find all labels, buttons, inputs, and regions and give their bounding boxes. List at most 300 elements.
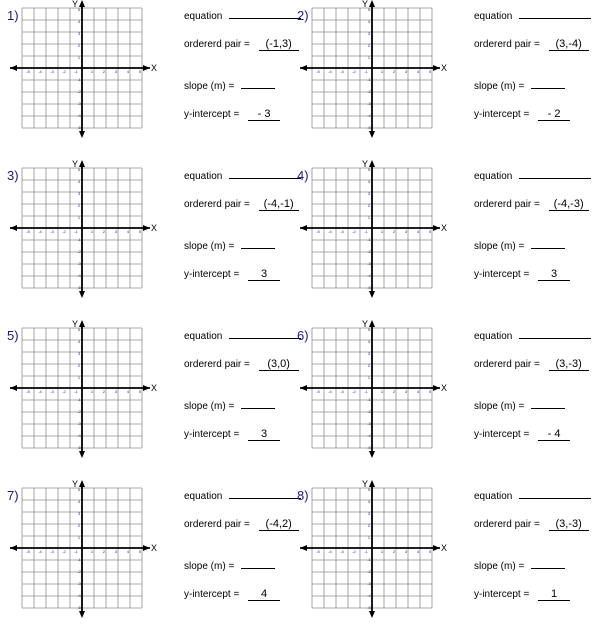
tick-label: -1 bbox=[364, 549, 368, 554]
tick-label: 5 bbox=[428, 389, 432, 394]
slope-row bbox=[184, 561, 275, 572]
tick-label: 2 bbox=[77, 203, 81, 208]
y-intercept-label: y-intercept = bbox=[474, 429, 530, 440]
coordinate-grid bbox=[10, 320, 170, 458]
tick-label: 2 bbox=[102, 69, 106, 74]
problem-number: 7) bbox=[7, 488, 19, 503]
tick-label: 4 bbox=[367, 179, 371, 184]
problem-number: 3) bbox=[7, 168, 19, 183]
tick-label: -3 bbox=[77, 581, 81, 586]
ordered-pair-label: ordererd pair = bbox=[474, 39, 540, 50]
x-axis-label: X bbox=[151, 223, 158, 233]
tick-label: 3 bbox=[77, 191, 81, 196]
y-intercept-label: y-intercept = bbox=[474, 269, 530, 280]
tick-label: -4 bbox=[367, 593, 371, 598]
tick-label: 4 bbox=[367, 19, 371, 24]
slope-label: slope (m) = bbox=[184, 561, 235, 572]
x-axis-right-arrow bbox=[433, 545, 440, 551]
y-intercept-value: 3 bbox=[248, 269, 280, 281]
x-axis-label: X bbox=[441, 223, 448, 233]
tick-label: 2 bbox=[392, 69, 396, 74]
x-axis-right-arrow bbox=[433, 385, 440, 391]
ordered-pair-row bbox=[474, 39, 589, 51]
y-axis-up-arrow bbox=[369, 480, 375, 487]
y-intercept-label: y-intercept = bbox=[184, 429, 240, 440]
tick-label: 1 bbox=[90, 69, 94, 74]
tick-label: 2 bbox=[102, 549, 106, 554]
ordered-pair-label: ordererd pair = bbox=[184, 519, 250, 530]
tick-label: -3 bbox=[367, 421, 371, 426]
ordered-pair-value: (3,-3) bbox=[549, 519, 589, 531]
tick-label: 2 bbox=[367, 203, 371, 208]
problem-1 bbox=[0, 0, 300, 160]
tick-label: 4 bbox=[126, 549, 130, 554]
ordered-pair-label: ordererd pair = bbox=[474, 359, 540, 370]
y-intercept-label: y-intercept = bbox=[184, 269, 240, 280]
tick-label: 4 bbox=[77, 499, 81, 504]
ordered-pair-value: (-4,2) bbox=[259, 519, 299, 531]
tick-label: -2 bbox=[77, 409, 81, 414]
tick-label: -3 bbox=[367, 261, 371, 266]
tick-label: 5 bbox=[138, 69, 142, 74]
y-intercept-label: y-intercept = bbox=[474, 109, 530, 120]
tick-label: 4 bbox=[77, 179, 81, 184]
tick-label: 4 bbox=[77, 339, 81, 344]
tick-label: 5 bbox=[367, 7, 371, 12]
equation-blank bbox=[519, 338, 591, 339]
tick-label: -4 bbox=[77, 593, 81, 598]
ordered-pair-value: (3,0) bbox=[259, 359, 299, 371]
equation-blank bbox=[519, 178, 591, 179]
tick-label: 3 bbox=[367, 31, 371, 36]
tick-label: 4 bbox=[416, 389, 420, 394]
tick-label: -1 bbox=[367, 77, 371, 82]
ordered-pair-value: (-1,3) bbox=[259, 39, 299, 51]
equation-row bbox=[474, 491, 591, 502]
tick-label: 5 bbox=[367, 327, 371, 332]
tick-label: -1 bbox=[74, 229, 78, 234]
equation-row bbox=[184, 171, 301, 182]
equation-label: equation bbox=[474, 331, 513, 342]
tick-label: 3 bbox=[114, 229, 118, 234]
y-intercept-row bbox=[474, 429, 570, 441]
tick-label: 2 bbox=[77, 43, 81, 48]
tick-label: 4 bbox=[416, 549, 420, 554]
tick-label: -2 bbox=[62, 69, 66, 74]
problem-8 bbox=[290, 480, 590, 640]
tick-label: 2 bbox=[77, 523, 81, 528]
tick-label: 1 bbox=[367, 55, 371, 60]
tick-label: 4 bbox=[367, 339, 371, 344]
slope-blank bbox=[241, 568, 275, 569]
ordered-pair-row bbox=[184, 199, 299, 211]
y-axis-label: Y bbox=[72, 0, 79, 9]
tick-label: 1 bbox=[367, 215, 371, 220]
tick-label: 1 bbox=[90, 229, 94, 234]
y-axis-up-arrow bbox=[79, 480, 85, 487]
equation-row bbox=[474, 171, 591, 182]
x-axis-right-arrow bbox=[433, 225, 440, 231]
tick-label: -5 bbox=[367, 445, 371, 450]
y-axis-label: Y bbox=[72, 160, 79, 169]
problem-number: 2) bbox=[297, 8, 309, 23]
tick-label: -4 bbox=[328, 69, 332, 74]
tick-label: -3 bbox=[367, 101, 371, 106]
tick-label: 4 bbox=[126, 69, 130, 74]
x-axis-right-arrow bbox=[143, 385, 150, 391]
problem-3 bbox=[0, 160, 300, 320]
y-intercept-value: 3 bbox=[248, 429, 280, 441]
tick-label: 3 bbox=[367, 351, 371, 356]
y-intercept-row bbox=[474, 109, 570, 121]
tick-label: -1 bbox=[74, 549, 78, 554]
coordinate-grid bbox=[10, 0, 170, 138]
y-axis-label: Y bbox=[362, 320, 369, 329]
y-axis-up-arrow bbox=[369, 320, 375, 327]
x-axis-left-arrow bbox=[10, 545, 17, 551]
tick-label: 3 bbox=[367, 191, 371, 196]
tick-label: -4 bbox=[367, 433, 371, 438]
x-axis-label: X bbox=[151, 63, 158, 73]
y-axis-down-arrow bbox=[79, 611, 85, 618]
y-intercept-value: 1 bbox=[538, 589, 570, 601]
ordered-pair-row bbox=[184, 39, 299, 51]
tick-label: 5 bbox=[77, 7, 81, 12]
tick-label: -3 bbox=[77, 261, 81, 266]
coordinate-grid bbox=[10, 480, 170, 618]
tick-label: 4 bbox=[416, 229, 420, 234]
slope-row bbox=[474, 241, 565, 252]
tick-label: 3 bbox=[77, 511, 81, 516]
tick-label: 4 bbox=[416, 69, 420, 74]
problem-number: 5) bbox=[7, 328, 19, 343]
problem-4 bbox=[290, 160, 590, 320]
tick-label: -5 bbox=[316, 69, 320, 74]
tick-label: -4 bbox=[367, 273, 371, 278]
tick-label: -4 bbox=[328, 549, 332, 554]
tick-label: 5 bbox=[428, 549, 432, 554]
x-axis-left-arrow bbox=[300, 65, 307, 71]
tick-label: -3 bbox=[77, 421, 81, 426]
tick-label: 2 bbox=[392, 229, 396, 234]
tick-label: 3 bbox=[404, 549, 408, 554]
slope-blank bbox=[531, 408, 565, 409]
tick-label: 5 bbox=[367, 487, 371, 492]
tick-label: 5 bbox=[77, 327, 81, 332]
y-axis-down-arrow bbox=[369, 611, 375, 618]
tick-label: -1 bbox=[367, 237, 371, 242]
x-axis-left-arrow bbox=[10, 65, 17, 71]
equation-row bbox=[474, 11, 591, 22]
slope-row bbox=[474, 81, 565, 92]
tick-label: -1 bbox=[367, 397, 371, 402]
tick-label: -5 bbox=[26, 229, 30, 234]
y-axis-down-arrow bbox=[79, 451, 85, 458]
y-intercept-row bbox=[184, 109, 280, 121]
tick-label: -2 bbox=[62, 229, 66, 234]
tick-label: -1 bbox=[77, 557, 81, 562]
equation-blank bbox=[519, 18, 591, 19]
x-axis-right-arrow bbox=[143, 545, 150, 551]
slope-label: slope (m) = bbox=[184, 241, 235, 252]
y-axis-label: Y bbox=[72, 320, 79, 329]
tick-label: 1 bbox=[77, 535, 81, 540]
tick-label: 5 bbox=[138, 229, 142, 234]
slope-row bbox=[184, 401, 275, 412]
slope-label: slope (m) = bbox=[184, 401, 235, 412]
y-axis-down-arrow bbox=[79, 291, 85, 298]
coordinate-grid bbox=[300, 0, 460, 138]
tick-label: -5 bbox=[316, 549, 320, 554]
y-axis-down-arrow bbox=[369, 291, 375, 298]
tick-label: -3 bbox=[50, 69, 54, 74]
x-axis-left-arrow bbox=[10, 385, 17, 391]
problem-6 bbox=[290, 320, 590, 480]
tick-label: 2 bbox=[102, 389, 106, 394]
tick-label: -1 bbox=[77, 237, 81, 242]
y-axis-down-arrow bbox=[369, 451, 375, 458]
tick-label: 5 bbox=[77, 167, 81, 172]
tick-label: -2 bbox=[77, 89, 81, 94]
tick-label: -1 bbox=[74, 389, 78, 394]
equation-label: equation bbox=[474, 491, 513, 502]
tick-label: -3 bbox=[50, 549, 54, 554]
x-axis-label: X bbox=[441, 63, 448, 73]
slope-blank bbox=[241, 248, 275, 249]
equation-row bbox=[184, 11, 301, 22]
slope-blank bbox=[531, 88, 565, 89]
tick-label: -4 bbox=[77, 113, 81, 118]
ordered-pair-label: ordererd pair = bbox=[184, 199, 250, 210]
coordinate-grid bbox=[300, 160, 460, 298]
x-axis-right-arrow bbox=[143, 225, 150, 231]
tick-label: -1 bbox=[74, 69, 78, 74]
ordered-pair-value: (-4,-3) bbox=[549, 199, 589, 211]
problem-2 bbox=[290, 0, 590, 160]
tick-label: -2 bbox=[352, 229, 356, 234]
tick-label: -5 bbox=[316, 389, 320, 394]
y-intercept-value: - 2 bbox=[538, 109, 570, 121]
tick-label: -5 bbox=[367, 125, 371, 130]
slope-label: slope (m) = bbox=[474, 241, 525, 252]
tick-label: -5 bbox=[26, 389, 30, 394]
tick-label: -3 bbox=[77, 101, 81, 106]
equation-row bbox=[184, 491, 301, 502]
tick-label: 3 bbox=[114, 69, 118, 74]
ordered-pair-row bbox=[474, 199, 589, 211]
ordered-pair-label: ordererd pair = bbox=[184, 359, 250, 370]
tick-label: -3 bbox=[340, 69, 344, 74]
tick-label: -3 bbox=[367, 581, 371, 586]
tick-label: 4 bbox=[126, 229, 130, 234]
equation-blank bbox=[519, 498, 591, 499]
tick-label: -4 bbox=[38, 229, 42, 234]
tick-label: -4 bbox=[77, 273, 81, 278]
tick-label: 3 bbox=[367, 511, 371, 516]
y-axis-up-arrow bbox=[79, 0, 85, 7]
tick-label: -2 bbox=[367, 89, 371, 94]
tick-label: -4 bbox=[38, 549, 42, 554]
ordered-pair-label: ordererd pair = bbox=[474, 519, 540, 530]
tick-label: -1 bbox=[77, 77, 81, 82]
tick-label: -5 bbox=[77, 285, 81, 290]
tick-label: 5 bbox=[428, 229, 432, 234]
tick-label: -3 bbox=[50, 389, 54, 394]
tick-label: 5 bbox=[138, 549, 142, 554]
x-axis-right-arrow bbox=[433, 65, 440, 71]
slope-label: slope (m) = bbox=[184, 81, 235, 92]
tick-label: -4 bbox=[38, 389, 42, 394]
tick-label: -1 bbox=[367, 557, 371, 562]
tick-label: 1 bbox=[367, 375, 371, 380]
tick-label: 3 bbox=[404, 229, 408, 234]
tick-label: 1 bbox=[90, 389, 94, 394]
y-intercept-row bbox=[184, 589, 280, 601]
equation-label: equation bbox=[184, 491, 223, 502]
tick-label: 2 bbox=[367, 363, 371, 368]
tick-label: 5 bbox=[367, 167, 371, 172]
y-axis-label: Y bbox=[362, 480, 369, 489]
y-intercept-row bbox=[474, 269, 570, 281]
tick-label: 4 bbox=[367, 499, 371, 504]
slope-row bbox=[184, 241, 275, 252]
tick-label: 1 bbox=[90, 549, 94, 554]
tick-label: -5 bbox=[26, 69, 30, 74]
ordered-pair-label: ordererd pair = bbox=[184, 39, 250, 50]
tick-label: -4 bbox=[38, 69, 42, 74]
equation-label: equation bbox=[474, 171, 513, 182]
ordered-pair-row bbox=[184, 359, 299, 371]
x-axis-label: X bbox=[151, 383, 158, 393]
tick-label: 2 bbox=[367, 523, 371, 528]
tick-label: -5 bbox=[367, 285, 371, 290]
problem-number: 6) bbox=[297, 328, 309, 343]
tick-label: 1 bbox=[77, 55, 81, 60]
x-axis-left-arrow bbox=[300, 385, 307, 391]
tick-label: -2 bbox=[62, 389, 66, 394]
y-axis-up-arrow bbox=[79, 320, 85, 327]
y-intercept-label: y-intercept = bbox=[184, 589, 240, 600]
equation-label: equation bbox=[184, 171, 223, 182]
tick-label: -2 bbox=[77, 249, 81, 254]
tick-label: 2 bbox=[77, 363, 81, 368]
y-axis-up-arrow bbox=[369, 0, 375, 7]
y-intercept-row bbox=[184, 269, 280, 281]
ordered-pair-row bbox=[474, 519, 589, 531]
tick-label: -5 bbox=[77, 445, 81, 450]
tick-label: 5 bbox=[428, 69, 432, 74]
y-intercept-label: y-intercept = bbox=[184, 109, 240, 120]
x-axis-label: X bbox=[441, 383, 448, 393]
equation-label: equation bbox=[474, 11, 513, 22]
tick-label: -1 bbox=[77, 397, 81, 402]
tick-label: 4 bbox=[126, 389, 130, 394]
tick-label: 1 bbox=[380, 229, 384, 234]
tick-label: -5 bbox=[77, 605, 81, 610]
y-intercept-value: 3 bbox=[538, 269, 570, 281]
x-axis-left-arrow bbox=[10, 225, 17, 231]
problem-7 bbox=[0, 480, 300, 640]
tick-label: 1 bbox=[380, 69, 384, 74]
y-axis-up-arrow bbox=[369, 160, 375, 167]
y-axis-down-arrow bbox=[369, 131, 375, 138]
y-intercept-value: 4 bbox=[248, 589, 280, 601]
slope-label: slope (m) = bbox=[474, 561, 525, 572]
tick-label: 1 bbox=[380, 389, 384, 394]
tick-label: 2 bbox=[102, 229, 106, 234]
slope-blank bbox=[241, 408, 275, 409]
x-axis-label: X bbox=[441, 543, 448, 553]
ordered-pair-value: (3,-4) bbox=[549, 39, 589, 51]
tick-label: -5 bbox=[26, 549, 30, 554]
tick-label: 3 bbox=[114, 389, 118, 394]
tick-label: -4 bbox=[328, 229, 332, 234]
problem-number: 1) bbox=[7, 8, 19, 23]
tick-label: -2 bbox=[62, 549, 66, 554]
ordered-pair-label: ordererd pair = bbox=[474, 199, 540, 210]
y-axis-down-arrow bbox=[79, 131, 85, 138]
tick-label: -5 bbox=[367, 605, 371, 610]
equation-row bbox=[184, 331, 301, 342]
slope-label: slope (m) = bbox=[474, 401, 525, 412]
tick-label: 1 bbox=[77, 375, 81, 380]
slope-label: slope (m) = bbox=[474, 81, 525, 92]
equation-label: equation bbox=[184, 331, 223, 342]
slope-blank bbox=[531, 248, 565, 249]
tick-label: 5 bbox=[138, 389, 142, 394]
x-axis-left-arrow bbox=[300, 545, 307, 551]
tick-label: 4 bbox=[77, 19, 81, 24]
tick-label: -2 bbox=[352, 69, 356, 74]
ordered-pair-value: (3,-3) bbox=[549, 359, 589, 371]
slope-blank bbox=[531, 568, 565, 569]
tick-label: 1 bbox=[380, 549, 384, 554]
tick-label: -5 bbox=[316, 229, 320, 234]
x-axis-label: X bbox=[151, 543, 158, 553]
tick-label: 3 bbox=[77, 351, 81, 356]
tick-label: -1 bbox=[364, 229, 368, 234]
slope-row bbox=[184, 81, 275, 92]
tick-label: -2 bbox=[77, 569, 81, 574]
tick-label: -2 bbox=[367, 249, 371, 254]
coordinate-grid bbox=[300, 480, 460, 618]
tick-label: -5 bbox=[77, 125, 81, 130]
tick-label: -2 bbox=[367, 409, 371, 414]
tick-label: -3 bbox=[340, 389, 344, 394]
x-axis-right-arrow bbox=[143, 65, 150, 71]
y-intercept-row bbox=[184, 429, 280, 441]
equation-label: equation bbox=[184, 11, 223, 22]
x-axis-left-arrow bbox=[300, 225, 307, 231]
coordinate-grid bbox=[300, 320, 460, 458]
ordered-pair-row bbox=[474, 359, 589, 371]
y-axis-label: Y bbox=[72, 480, 79, 489]
tick-label: 5 bbox=[77, 487, 81, 492]
y-intercept-row bbox=[474, 589, 570, 601]
y-intercept-value: - 4 bbox=[538, 429, 570, 441]
y-axis-label: Y bbox=[362, 0, 369, 9]
tick-label: -3 bbox=[340, 229, 344, 234]
y-intercept-label: y-intercept = bbox=[474, 589, 530, 600]
tick-label: 2 bbox=[392, 549, 396, 554]
ordered-pair-value: (-4,-1) bbox=[259, 199, 299, 211]
tick-label: 2 bbox=[367, 43, 371, 48]
slope-row bbox=[474, 401, 565, 412]
tick-label: -2 bbox=[352, 389, 356, 394]
coordinate-grid bbox=[10, 160, 170, 298]
tick-label: 2 bbox=[392, 389, 396, 394]
y-axis-label: Y bbox=[362, 160, 369, 169]
